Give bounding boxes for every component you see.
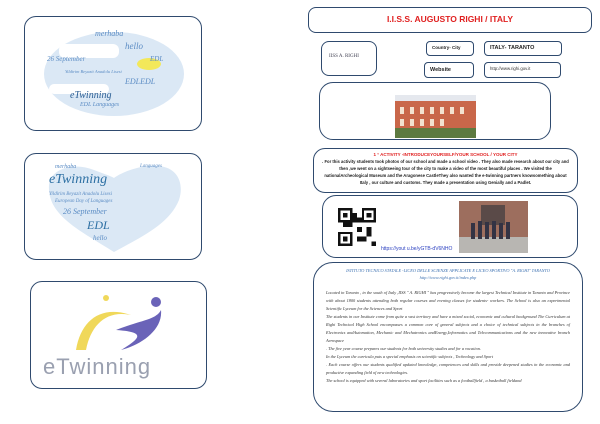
etwinning-logo-text: eTwinning	[43, 354, 152, 379]
description-paragraph: In the Lyceum the curricula puts a special emphasis on scientific subjects , Technology and Sport	[326, 354, 494, 359]
school-logo-box	[321, 41, 377, 76]
cloud-word: Yildirim Beyazit Anadolu Lisesi	[49, 192, 113, 197]
cloud-word: Yildirim Beyazit Anadolu Lisesi	[65, 69, 122, 74]
page-title: I.I.S.S. AUGUSTO RIGHI / ITALY	[386, 14, 514, 24]
cloud-word: merhaba	[95, 29, 124, 38]
school-url[interactable]: http://www.righi.gov.it/index.php	[419, 275, 477, 280]
country-label: Country- City	[432, 45, 461, 50]
cloud-word: merhaba	[55, 164, 77, 170]
description-paragraph: The students in our Institute come from quite a vast territory and have a mixed social, economic and cultural background The Curriculum at Righi Technical High School encompasses a common core of general subjects and a choice of technical subjects in the branches of Electronics andAutomation, Mechanic and Mechatronics andEnergy,Informatics and Telecommunications and the new innovative branch Aerospace	[326, 314, 570, 343]
cloud-word: European Day of Languages	[55, 199, 113, 204]
description-paragraph: . Each course offers our students qualified updated knowledge, competences and skills and provide deepened studies in the economic and productive expanding field of new technologies.	[326, 362, 570, 375]
country-value: ITALY- TARANTO	[490, 45, 535, 51]
wordcloud-card-1	[24, 16, 202, 131]
video-link[interactable]: https://yout u.be/yGTB-dV6NHO	[381, 246, 453, 252]
wordcloud-ellipse-image	[39, 29, 189, 129]
title-box	[308, 7, 592, 33]
description-paragraph: The school is equipped with several laboratories and sport facilities such as a footballfield , a basketball fieldand	[326, 378, 522, 383]
cloud-word: EDL	[150, 55, 164, 63]
country-value-box	[484, 41, 562, 56]
cloud-word: eTwinning	[49, 172, 108, 187]
description-paragraph: . The five year course prepares our students for both university studies and for a vocation.	[326, 346, 481, 351]
school-logo: IISS A. RIGHI	[329, 54, 359, 59]
cloud-word: hello	[125, 41, 143, 51]
website-value-box	[484, 62, 561, 78]
activity-text: . For this activity students took photos of our school and made a school video . They also made research about our city and then ,we went on a sightseeing tour of the city to make a video of the most beautiful places . We visited the nationalArcheological Museum and the Aragonese CastleThey also wanted the e-twinning partners knowsomething about Italy , our culture and customs. They made a presentation using Genially and a Padlet.	[322, 159, 569, 185]
country-label-box	[426, 41, 474, 56]
cloud-word: EDL	[87, 218, 110, 232]
cloud-word: EDLEDL	[125, 77, 156, 86]
etwinning-birds-icon	[61, 290, 181, 355]
school-building-photo	[395, 95, 476, 138]
website-label-box	[424, 62, 474, 78]
wordcloud-card-2	[24, 153, 202, 260]
cloud-word: eTwinning	[70, 90, 112, 101]
activity-box	[313, 148, 578, 193]
website-link[interactable]: http://www.righi.gov.it	[490, 66, 531, 71]
cloud-word: hello	[93, 234, 107, 242]
students-group-photo	[459, 201, 528, 253]
etwinning-logo-card	[30, 281, 207, 389]
video-box	[322, 195, 578, 258]
cloud-word: Languages	[140, 164, 162, 169]
description-paragraph: Located in Taranto , in the south of Italy ,IISS " A. RIGHI " has progressively become the largest Technical Institute in Taranto and Province with about 1800 students attending both regular courses and evening classes for students- workers. The School is also an experimental Scientific Lyceum for the Sciences and Sport	[326, 290, 570, 311]
cloud-word: 26 September	[63, 207, 107, 216]
website-label: Website	[430, 67, 451, 73]
school-photo-box	[319, 82, 551, 140]
cloud-word: 26 September	[47, 55, 86, 63]
activity-title: 1 ° ACTIVITY -INTRODUCEYOURSELF/YOUR SCHOOL / YOUR CITY	[373, 152, 518, 157]
school-description-box	[313, 262, 583, 412]
cloud-word: EDL Languages	[80, 102, 120, 108]
school-heading: ISTITUTO TECNICO STATALE -LICEO DELLE SCIENZE APPLICATE E LICEO SPORTIVO "A. RIGHI" TARANTO	[346, 268, 550, 273]
qr-code-icon[interactable]	[337, 208, 377, 246]
